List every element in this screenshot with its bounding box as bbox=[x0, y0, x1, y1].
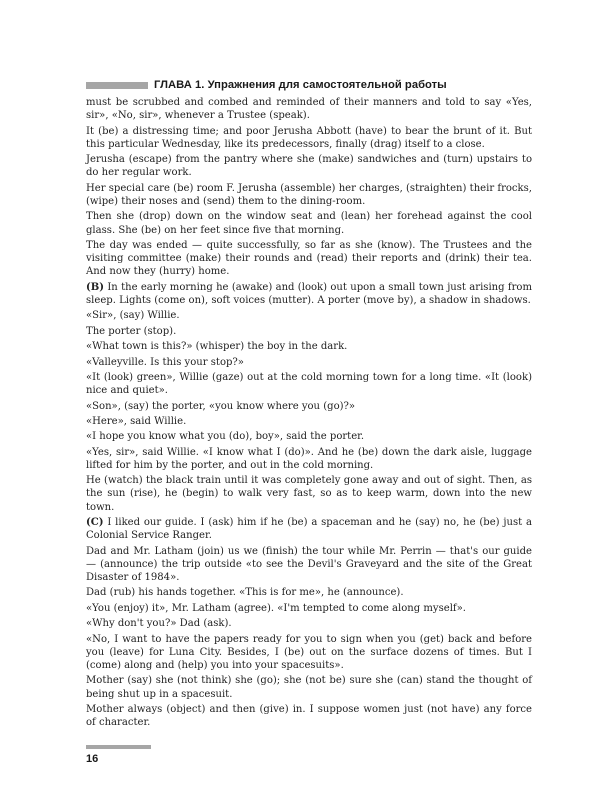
paragraph bbox=[86, 703, 532, 729]
paragraph-text: «Yes, sir», said Willie. «I know what I (do)». And he (be) down the dark aisle, luggage lifted for him by the porter, and out in the cold morning. bbox=[86, 446, 532, 471]
section-label: (B) bbox=[86, 281, 104, 293]
paragraph bbox=[86, 674, 532, 700]
paragraph bbox=[86, 545, 532, 585]
paragraph bbox=[86, 586, 532, 599]
paragraph bbox=[86, 371, 532, 397]
paragraph bbox=[86, 356, 532, 369]
page bbox=[86, 0, 532, 806]
paragraph-text: He (watch) the black train until it was completely gone away and out of sight. Then, as the sun (rise), he (begin) to walk very fast, so as to keep warm, down into the new town. bbox=[86, 475, 532, 513]
paragraph-text: I liked our guide. I (ask) him if he (be) a spaceman and he (say) no, he (be) just a Colonial Service Ranger. bbox=[86, 517, 532, 542]
paragraph-text: Then she (drop) down on the window seat and (lean) her forehead against the cool glass. She (be) on her feet since five that morning. bbox=[86, 211, 532, 236]
paragraph bbox=[86, 633, 532, 673]
page-number: 16 bbox=[86, 753, 99, 766]
page-footer bbox=[86, 745, 532, 766]
paragraph-text: must be scrubbed and combed and reminded of their manners and told to say «Yes, sir», «No, sir», whenever a Trustee (speak). bbox=[86, 97, 532, 122]
footer-bar bbox=[86, 745, 151, 749]
header-bar bbox=[86, 82, 148, 89]
running-header bbox=[86, 78, 532, 92]
section-label: (C) bbox=[86, 517, 104, 529]
paragraph bbox=[86, 340, 532, 353]
paragraph bbox=[86, 281, 532, 307]
paragraph-text: «Why don't you?» Dad (ask). bbox=[86, 618, 232, 630]
paragraph bbox=[86, 415, 532, 428]
paragraph bbox=[86, 474, 532, 514]
paragraph bbox=[86, 617, 532, 630]
paragraph bbox=[86, 516, 532, 542]
paragraph bbox=[86, 309, 532, 322]
paragraph-text: «Son», (say) the porter, «you know where you (go)?» bbox=[86, 400, 356, 412]
paragraph bbox=[86, 446, 532, 472]
paragraph-text: The day was ended — quite successfully, so far as she (know). The Trustees and the visiting committee (make) their rounds and (read) their reports and (drink) their tea. And now they (hurry) home. bbox=[86, 239, 532, 278]
paragraph-text: Dad and Mr. Latham (join) us we (finish) the tour while Mr. Perrin — that's our guide — (announce) the trip outside «to see the Devil's Graveyard and the site of the Great Disaster of 1984». bbox=[86, 545, 532, 584]
paragraph-text: It (be) a distressing time; and poor Jerusha Abbott (have) to bear the brunt of it. But this particular Wednesday, like its predecessors, finally (drag) itself to a close. bbox=[86, 125, 532, 150]
paragraph bbox=[86, 96, 532, 122]
paragraph-text: «No, I want to have the papers ready for you to sign when you (get) back and before you (leave) for Luna City. Besides, I (be) out on the surface dozens of times. But I (come) along and (help) you into your spacesuits». bbox=[86, 633, 532, 672]
paragraph bbox=[86, 239, 532, 279]
paragraph-text: The porter (stop). bbox=[86, 325, 177, 337]
paragraph-text: «You (enjoy) it», Mr. Latham (agree). «I'm tempted to come along myself». bbox=[86, 602, 466, 614]
paragraph-text: Jerusha (escape) from the pantry where she (make) sandwiches and (turn) upstairs to do her regular work. bbox=[86, 154, 532, 179]
paragraph-text: Mother (say) she (not think) she (go); she (not be) sure she (can) stand the thought of being shut up in a spacesuit. bbox=[86, 675, 532, 700]
paragraph bbox=[86, 400, 532, 413]
paragraph-text: Dad (rub) his hands together. «This is for me», he (announce). bbox=[86, 587, 404, 599]
exercise-text bbox=[86, 96, 532, 729]
paragraph-text: «Sir», (say) Willie. bbox=[86, 310, 180, 322]
paragraph bbox=[86, 602, 532, 615]
paragraph bbox=[86, 430, 532, 443]
paragraph-text: Mother always (object) and then (give) in. I suppose women just (not have) any force of character. bbox=[86, 704, 532, 729]
paragraph bbox=[86, 182, 532, 208]
paragraph-text: «Valleyville. Is this your stop?» bbox=[86, 356, 244, 368]
chapter-title: ГЛАВА 1. Упражнения для самостоятельной работы bbox=[154, 79, 447, 91]
paragraph bbox=[86, 153, 532, 179]
paragraph bbox=[86, 325, 532, 338]
paragraph-text: «Here», said Willie. bbox=[86, 415, 187, 427]
paragraph-text: «What town is this?» (whisper) the boy in the dark. bbox=[86, 341, 348, 353]
paragraph-text: In the early morning he (awake) and (look) out upon a small town just arising from sleep. Lights (come on), soft voices (mutter). A porter (move by), a shadow in shadows. bbox=[86, 281, 532, 306]
paragraph-text: Her special care (be) room F. Jerusha (assemble) her charges, (straighten) their frocks, (wipe) their noses and (send) them to the dining-room. bbox=[86, 182, 532, 207]
paragraph-text: «It (look) green», Willie (gaze) out at the cold morning town for a long time. «It (look) nice and quiet». bbox=[86, 371, 532, 397]
paragraph bbox=[86, 125, 532, 151]
paragraph-text: «I hope you know what you (do), boy», said the porter. bbox=[86, 431, 365, 443]
paragraph bbox=[86, 210, 532, 236]
